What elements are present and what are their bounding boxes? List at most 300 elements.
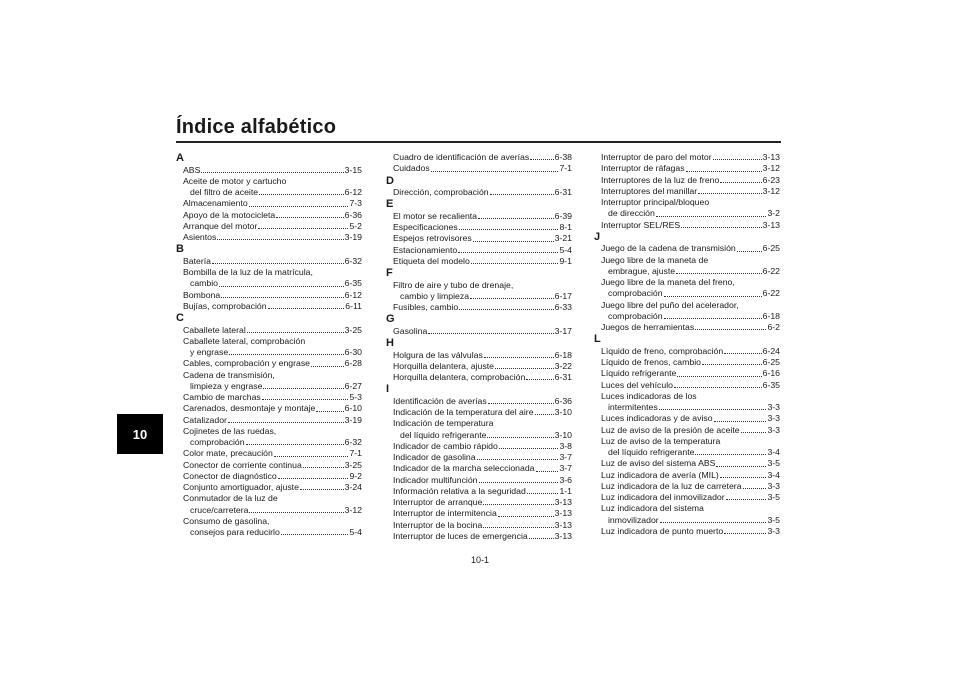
index-entry	[386, 520, 572, 531]
dot-leader	[529, 538, 554, 539]
dot-leader	[681, 227, 761, 228]
index-entry	[386, 441, 572, 452]
index-entry	[386, 407, 572, 418]
index-entry	[594, 526, 780, 537]
dot-leader	[713, 159, 762, 160]
index-entry-text: Líquido refrigerante	[601, 368, 677, 379]
index-entry-text: Batería	[183, 255, 212, 266]
index-entry-text: Luz indicadora de avería (MIL)	[601, 469, 719, 480]
dot-leader	[479, 482, 559, 483]
index-entry	[176, 290, 362, 301]
dot-leader	[268, 308, 345, 309]
index-entry-page: 6-36	[554, 395, 572, 406]
index-entry-text: Interruptor SEL/RES	[601, 219, 681, 230]
index-entry	[386, 418, 572, 441]
index-entry-page: 3-24	[344, 482, 362, 492]
index-entry	[594, 492, 780, 503]
index-entry-text: Bujías, comprobación	[183, 300, 267, 311]
index-entry-first-line: Cojinetes de las ruedas,	[183, 425, 277, 436]
index-entry-page: 6-32	[344, 437, 362, 447]
dot-leader	[278, 478, 349, 479]
dot-leader	[530, 159, 553, 160]
dot-leader	[276, 217, 343, 218]
index-entry	[386, 222, 572, 233]
index-entry	[386, 326, 572, 337]
index-entry-text: y engrase	[190, 347, 229, 357]
index-entry-page: 3-25	[344, 324, 362, 335]
dot-leader	[527, 493, 559, 494]
index-letter-heading: C	[176, 312, 184, 324]
index-entry-text: Luz de aviso del sistema ABS	[601, 458, 716, 469]
index-column-2	[386, 152, 572, 542]
index-entry	[594, 186, 780, 197]
index-entry	[176, 232, 362, 243]
index-entry	[594, 277, 780, 300]
index-entry-text: ABS	[183, 164, 201, 175]
index-entry-text: inmovilizador	[608, 514, 659, 525]
index-entry	[176, 482, 362, 493]
index-entry-text: Carenados, desmontaje y montaje	[183, 403, 316, 414]
index-entry-text: Interruptor de luces de emergencia	[393, 530, 528, 541]
index-entry-text: Indicador multifunción	[393, 474, 478, 485]
index-entry-text: Almacenamiento	[183, 198, 248, 209]
index-entry-first-line: Juego libre de la maneta del freno,	[601, 277, 735, 287]
index-entry-text: consejos para reducirlo	[190, 527, 280, 537]
index-entry-page: 3-12	[344, 504, 362, 515]
dot-leader	[247, 332, 344, 333]
index-column-3	[594, 152, 780, 537]
index-entry-text: Horquilla delantera, ajuste	[393, 360, 494, 371]
dot-leader	[698, 193, 762, 194]
index-entry-text: Asientos	[183, 232, 217, 242]
dot-leader	[300, 489, 344, 490]
index-entry	[386, 256, 572, 267]
index-entry-text: limpieza y engrase	[190, 380, 263, 391]
index-entry-page: 3-17	[554, 325, 572, 336]
index-entry	[594, 152, 780, 163]
dot-leader	[664, 296, 762, 297]
index-entry-page: 6-39	[554, 210, 572, 221]
dot-leader	[720, 182, 761, 183]
index-entry	[176, 415, 362, 426]
dot-leader	[246, 444, 344, 445]
index-entry	[594, 322, 780, 333]
index-entry	[176, 221, 362, 232]
dot-leader	[274, 456, 349, 457]
title-divider	[176, 141, 781, 143]
dot-leader	[217, 239, 343, 240]
index-entry-page: 6-28	[344, 358, 362, 369]
index-entry	[594, 380, 780, 391]
dot-leader	[686, 171, 762, 172]
dot-leader	[477, 459, 559, 460]
index-entry-page: 3-13	[554, 497, 572, 507]
index-entry-page: 6-25	[762, 243, 780, 254]
index-entry-first-line: Luz indicadora del sistema	[601, 503, 704, 514]
index-entry	[594, 470, 780, 481]
index-entry-page: 7-1	[559, 163, 572, 174]
dot-leader	[536, 471, 559, 472]
index-entry-text: comprobación	[190, 437, 245, 447]
index-entry-text: Conjunto amortiguador, ajuste	[183, 482, 299, 492]
index-entry-text: Catalizador	[183, 414, 227, 425]
index-entry	[386, 152, 572, 163]
index-entry-text: intermitentes	[608, 402, 658, 412]
index-entry-page: 6-38	[554, 152, 572, 162]
index-entry	[594, 368, 780, 379]
index-letter-heading: A	[176, 152, 184, 164]
dot-leader	[720, 477, 767, 478]
dot-leader	[676, 273, 761, 274]
index-entry-text: Holgura de las válvulas	[393, 349, 483, 360]
index-letter-heading: D	[386, 174, 394, 187]
index-entry-first-line: Cadena de transmisión,	[183, 369, 275, 380]
index-entry-text: comprobación	[608, 288, 663, 299]
dot-leader	[249, 512, 343, 513]
index-entry-page: 5-4	[349, 527, 362, 537]
index-entry-text: del filtro de aceite	[190, 187, 259, 197]
index-entry-page: 5-4	[559, 244, 572, 255]
dot-leader	[471, 263, 559, 264]
index-entry-text: cambio y limpieza	[400, 290, 470, 301]
index-entry-page: 6-31	[554, 372, 572, 382]
index-entry-text: Indicador de gasolina	[393, 452, 476, 462]
index-entry-text: Color mate, precaución	[183, 448, 273, 459]
dot-leader	[724, 533, 766, 534]
index-letter-heading: H	[386, 337, 394, 349]
index-entry	[594, 346, 780, 357]
index-letter-heading: B	[176, 243, 184, 256]
dot-leader	[487, 437, 553, 438]
index-entry-page: 6-16	[762, 368, 780, 379]
index-entry-text: Horquilla delantera, comprobación	[393, 372, 526, 382]
index-entry-page: 9-1	[559, 255, 572, 266]
dot-leader	[724, 353, 761, 354]
index-entry-page: 6-33	[554, 302, 572, 312]
index-entry-text: Juegos de herramientas	[601, 322, 695, 332]
index-entry-first-line: Interruptor principal/bloqueo	[601, 197, 710, 207]
index-entry-page: 6-32	[344, 255, 362, 266]
index-entry	[386, 350, 572, 361]
index-entry-page: 6-36	[344, 209, 362, 220]
dot-leader	[490, 194, 554, 195]
index-entry-page: 8-1	[559, 222, 572, 232]
chapter-tab: 10	[117, 414, 163, 454]
index-entry-page: 3-13	[554, 530, 572, 541]
dot-leader	[201, 172, 343, 173]
index-entry	[594, 220, 780, 231]
index-entry-page: 3-3	[767, 525, 780, 536]
index-entry-text: Interruptor de la bocina	[393, 519, 483, 530]
index-entry-page: 3-3	[767, 480, 780, 491]
dot-leader	[656, 216, 767, 217]
index-entry-first-line: Bombilla de la luz de la matrícula,	[183, 267, 313, 277]
index-entry-text: Cables, comprobación y engrase	[183, 358, 311, 369]
index-entry	[176, 358, 362, 369]
dot-leader	[478, 218, 554, 219]
index-entry-text: de dirección	[608, 208, 655, 219]
index-entry	[594, 300, 780, 323]
index-entry-page: 3-12	[762, 185, 780, 196]
index-entry-text: Interruptor de arranque	[393, 497, 483, 507]
index-entry	[594, 503, 780, 526]
index-entry-first-line: Consumo de gasolina,	[183, 515, 270, 526]
dot-leader	[743, 488, 767, 489]
index-entry-text: Interruptor de ráfagas	[601, 163, 685, 174]
index-entry-page: 3-7	[559, 452, 572, 462]
dot-leader	[664, 318, 762, 319]
dot-leader	[303, 467, 344, 468]
index-entry	[386, 211, 572, 222]
index-entry-text: Luces del vehículo	[601, 379, 673, 390]
index-entry-page: 6-18	[554, 349, 572, 360]
dot-leader	[526, 379, 553, 380]
index-entry-text: Luces indicadoras y de aviso	[601, 413, 713, 424]
index-entry	[386, 245, 572, 256]
index-entry-page: 3-12	[762, 163, 780, 174]
index-entry-page: 6-27	[344, 380, 362, 391]
index-entry-page: 3-2	[767, 208, 780, 219]
index-entry-text: Indicador de la marcha seleccionada	[393, 463, 535, 474]
index-entry-page: 6-18	[762, 310, 780, 321]
index-entry	[176, 426, 362, 449]
index-letter-heading: G	[386, 313, 395, 326]
index-entry-first-line: Luces indicadoras de los	[601, 390, 697, 401]
index-entry	[386, 463, 572, 474]
index-entry-text: Luz indicadora de punto muerto	[601, 525, 724, 536]
index-entry	[594, 425, 780, 436]
index-entry-page: 3-21	[554, 233, 572, 244]
index-entry-first-line: Juego libre de la maneta de	[601, 254, 709, 265]
index-entry	[176, 448, 362, 459]
index-entry-page: 3-6	[559, 474, 572, 485]
index-entry-page: 5-3	[349, 392, 362, 402]
index-entry	[386, 302, 572, 313]
dot-leader	[716, 466, 766, 467]
index-entry	[386, 497, 572, 508]
index-entry	[176, 370, 362, 393]
index-entry	[386, 163, 572, 174]
dot-leader	[695, 454, 766, 455]
dot-leader	[221, 297, 343, 298]
index-entry-text: Identificación de averías	[393, 395, 487, 406]
index-entry-page: 3-5	[767, 514, 780, 525]
index-entry-page: 3-3	[767, 402, 780, 412]
index-entry-page: 6-10	[344, 403, 362, 414]
index-entry-page: 3-19	[344, 232, 362, 242]
index-entry-page: 3-10	[554, 407, 572, 417]
dot-leader	[249, 206, 349, 207]
index-entry	[594, 481, 780, 492]
dot-leader	[259, 194, 344, 195]
index-entry	[386, 452, 572, 463]
index-entry-text: Luz indicadora de la luz de carretera	[601, 480, 742, 491]
index-entry-text: El motor se recalienta	[393, 210, 478, 221]
index-entry-page: 6-25	[762, 357, 780, 367]
index-letter-heading: I	[386, 383, 390, 396]
index-entry-page: 6-24	[762, 345, 780, 356]
index-entry-page: 3-13	[762, 152, 780, 162]
index-entry-page: 3-13	[762, 219, 780, 230]
index-entry	[176, 516, 362, 539]
index-entry	[386, 486, 572, 497]
index-entry-text: Cambio de marchas	[183, 392, 261, 402]
dot-leader	[488, 403, 554, 404]
index-entry	[386, 531, 572, 542]
index-entry-page: 6-35	[762, 379, 780, 390]
index-entry-page: 6-30	[344, 347, 362, 357]
index-entry	[176, 325, 362, 336]
dot-leader	[228, 422, 344, 423]
dot-leader	[484, 357, 554, 358]
index-entry-first-line: Aceite de motor y cartucho	[183, 175, 287, 186]
dot-leader	[458, 252, 558, 253]
page-title: Índice alfabético	[176, 116, 337, 138]
index-entry-text: Cuadro de identificación de averías	[393, 152, 530, 162]
index-entry-page: 3-5	[767, 492, 780, 502]
index-entry	[386, 475, 572, 486]
dot-leader	[498, 516, 554, 517]
index-entry-page: 7-3	[349, 198, 362, 209]
index-letter-heading: F	[386, 267, 393, 279]
dot-leader	[311, 366, 344, 367]
index-entry-page: 6-12	[344, 289, 362, 300]
index-letter-heading: E	[386, 198, 394, 211]
dot-leader	[737, 251, 762, 252]
index-entry-page: 3-22	[554, 360, 572, 371]
index-entry-first-line: Juego libre del puño del acelerador,	[601, 299, 739, 310]
index-entry	[176, 336, 362, 359]
index-entry-text: Interruptores del manillar	[601, 185, 698, 196]
index-entry-text: del líquido refrigerante	[400, 429, 487, 440]
dot-leader	[677, 376, 761, 377]
index-entry-page: 5-2	[349, 220, 362, 231]
index-entry	[176, 460, 362, 471]
index-entry-text: cambio	[190, 278, 219, 289]
index-entry	[176, 165, 362, 176]
index-entry-page: 6-11	[345, 300, 362, 311]
index-entry-text: Indicador de cambio rápido	[393, 440, 498, 451]
index-entry-first-line: Filtro de aire y tubo de drenaje,	[393, 279, 514, 290]
index-entry-text: Líquido de frenos, cambio	[601, 357, 701, 367]
index-entry	[176, 493, 362, 516]
index-entry-text: Especificaciones	[393, 222, 458, 232]
index-entry-text: Conector de corriente continua	[183, 459, 302, 470]
dot-leader	[431, 171, 559, 172]
index-entry	[176, 403, 362, 414]
index-entry	[386, 280, 572, 303]
index-entry-text: Interruptor de intermitencia	[393, 508, 497, 519]
index-entry-page: 3-25	[344, 459, 362, 470]
index-entry	[594, 255, 780, 278]
index-entry-text: Indicación de la temperatura del aire	[393, 407, 534, 417]
dot-leader	[702, 364, 762, 365]
index-entry-first-line: Conmutador de la luz de	[183, 493, 278, 504]
index-entry-text: Luz de aviso de la presión de aceite	[601, 424, 740, 435]
index-entry-page: 6-2	[767, 322, 780, 332]
dot-leader	[726, 499, 767, 500]
index-entry-page: 3-4	[767, 447, 780, 457]
index-entry	[176, 198, 362, 209]
dot-leader	[659, 409, 767, 410]
index-entry	[386, 396, 572, 407]
index-entry	[386, 372, 572, 383]
index-entry-page: 3-5	[767, 458, 780, 469]
index-entry-page: 9-2	[349, 470, 362, 481]
dot-leader	[741, 432, 767, 433]
index-entry	[386, 187, 572, 198]
index-entry	[176, 392, 362, 403]
dot-leader	[695, 329, 766, 330]
index-entry-text: Espejos retrovisores	[393, 233, 472, 244]
index-entry-text: cruce/carretera	[190, 504, 249, 515]
index-entry-page: 3-19	[344, 414, 362, 425]
index-entry	[594, 163, 780, 174]
index-entry-page: 1-1	[559, 485, 572, 496]
index-entry-page: 6-35	[344, 278, 362, 289]
index-entry	[594, 458, 780, 469]
dot-leader	[470, 298, 554, 299]
index-entry-page: 3-8	[559, 440, 572, 451]
index-entry	[386, 233, 572, 244]
dot-leader	[714, 421, 767, 422]
index-entry	[594, 413, 780, 424]
index-entry	[386, 361, 572, 372]
index-entry	[594, 357, 780, 368]
dot-leader	[229, 354, 343, 355]
dot-leader	[263, 388, 343, 389]
index-entry-first-line: Luz de aviso de la temperatura	[601, 435, 721, 446]
dot-leader	[660, 522, 767, 523]
dot-leader	[674, 387, 762, 388]
index-entry-page: 6-22	[762, 288, 780, 299]
dot-leader	[473, 241, 554, 242]
index-entry-page: 3-15	[344, 164, 362, 175]
dot-leader	[316, 411, 343, 412]
index-entry-first-line: Indicación de temperatura	[393, 418, 494, 429]
index-entry-text: Juego de la cadena de transmisión	[601, 243, 736, 254]
index-entry	[594, 391, 780, 414]
page-number: 10-1	[470, 555, 489, 565]
index-entry	[176, 176, 362, 199]
index-entry-text: Información relativa a la seguridad	[393, 485, 526, 496]
index-entry-text: Luz indicadora del inmovilizador	[601, 492, 725, 502]
index-entry-page: 6-22	[762, 265, 780, 276]
index-entry-text: Arranque del motor	[183, 220, 258, 231]
index-entry-page: 3-7	[559, 463, 572, 474]
index-entry-text: Interruptor de paro del motor	[601, 152, 712, 162]
dot-leader	[495, 368, 554, 369]
index-entry-text: Etiqueta del modelo	[393, 255, 470, 266]
index-letter-heading: L	[594, 333, 601, 346]
dot-leader	[535, 414, 554, 415]
index-entry-text: Interruptores de la luz de freno	[601, 174, 720, 185]
index-entry-page: 6-12	[344, 187, 362, 197]
index-entry-text: Apoyo de la motocicleta	[183, 209, 276, 220]
dot-leader	[459, 229, 559, 230]
index-letter-heading: J	[594, 230, 601, 243]
dot-leader	[483, 504, 553, 505]
dot-leader	[281, 534, 349, 535]
index-entry-text: Estacionamiento	[393, 244, 458, 255]
index-entry-text: Gasolina	[393, 325, 428, 336]
index-entry-text: comprobación	[608, 310, 663, 321]
index-entry-page: 6-31	[554, 187, 572, 197]
index-entry	[594, 243, 780, 254]
index-entry-page: 7-1	[349, 448, 362, 459]
index-entry-text: Dirección, comprobación	[393, 187, 489, 197]
index-entry-text: Fusibles, cambio	[393, 302, 459, 312]
